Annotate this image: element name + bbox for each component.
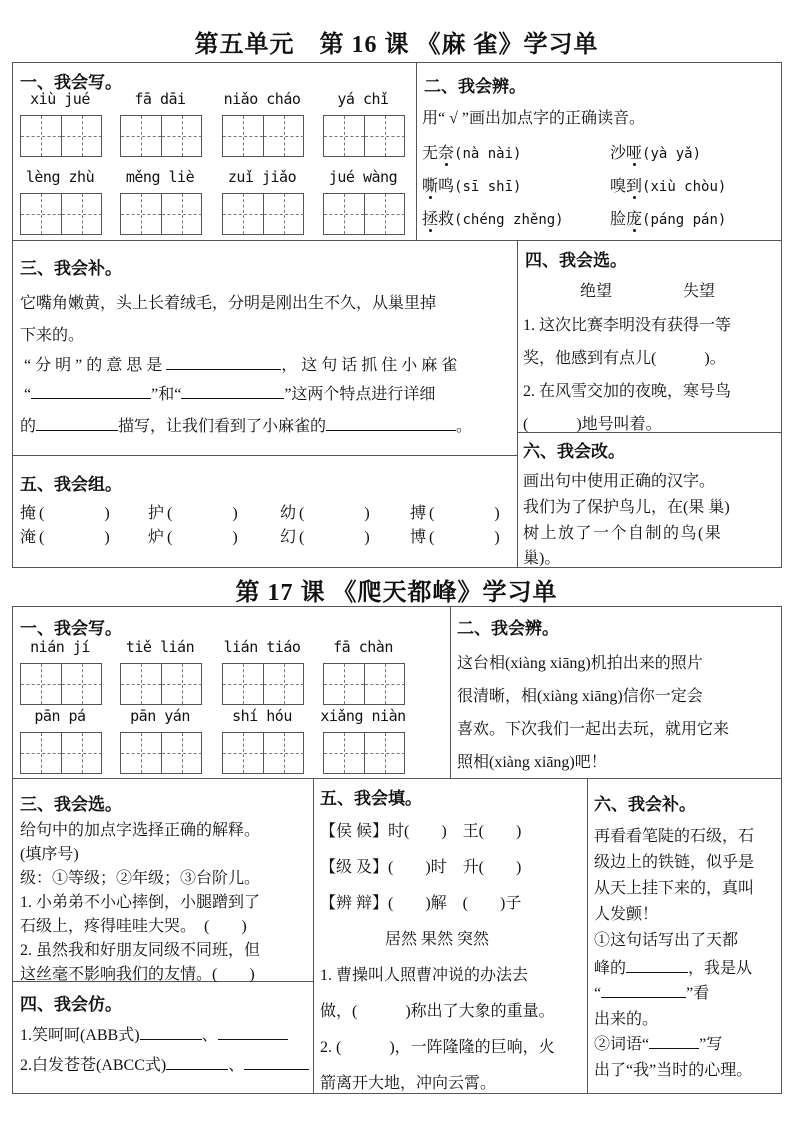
word-group-item[interactable]: 淹( ) [20, 529, 113, 546]
writing-grid[interactable] [222, 193, 304, 235]
fill-row[interactable]: 【侯 候】时( ) 王( ) [320, 823, 522, 840]
word-group-item[interactable]: 护( ) [148, 505, 241, 522]
word-group-item[interactable]: 炉( ) [148, 529, 241, 546]
question-line: ( )地号叫着。 [523, 416, 662, 433]
question-line [594, 980, 709, 1003]
text: 出了“我”当时的心理。 [594, 1062, 753, 1079]
text: ”这两个特点进行详细 [284, 386, 436, 403]
pinyin-options[interactable]: (nà nài) [454, 146, 522, 162]
instruction: 画出句中使用正确的汉字。 [523, 473, 716, 490]
divider [517, 240, 518, 567]
text: “ [24, 386, 32, 403]
passage-line: 这台相(xiàng xiāng)机拍出来的照片 [457, 655, 703, 672]
writing-grid[interactable] [120, 115, 202, 157]
question-line: (填序号) [20, 846, 79, 863]
pinyin-label: fā dāi [134, 90, 186, 108]
answer-blank[interactable] [166, 1055, 228, 1070]
grid-cell[interactable] [61, 664, 102, 704]
section-heading: 五、我会填。 [320, 789, 422, 808]
grid-cell[interactable] [364, 733, 405, 773]
word-group-item[interactable]: 掩( ) [20, 505, 113, 522]
pronunciation-item [610, 206, 726, 229]
text: 2.白发苍苍(ABCC式) [20, 1057, 167, 1074]
writing-grid[interactable] [323, 193, 405, 235]
section-heading: 三、我会补。 [20, 259, 122, 278]
grid-cell[interactable] [61, 116, 102, 156]
question-line [24, 381, 435, 404]
dotted-char: 鸣 [438, 178, 455, 195]
grid-cell[interactable] [263, 733, 304, 773]
grid-cell[interactable] [223, 116, 263, 156]
writing-grid[interactable] [222, 732, 304, 774]
pronunciation-item [610, 140, 701, 163]
passage-line: 照相(xiàng xiāng)吧！ [457, 754, 607, 771]
pinyin-label: yá chǐ [337, 90, 389, 108]
word-options: 居然 果然 突然 [385, 931, 490, 948]
pinyin-label: měng liè [125, 168, 195, 186]
text: ”写 [699, 1036, 723, 1053]
grid-cell[interactable] [121, 664, 161, 704]
question-line [20, 1052, 309, 1075]
grid-cell[interactable] [21, 664, 61, 704]
section-heading: 六、我会改。 [523, 442, 625, 461]
grid-cell[interactable] [161, 664, 202, 704]
passage-line: 从天上挂下来的，真叫 [594, 880, 755, 897]
divider [12, 455, 517, 456]
answer-blank[interactable] [626, 958, 688, 973]
word-group-item[interactable]: 幼( ) [280, 505, 373, 522]
divider [416, 62, 417, 240]
word-group-item[interactable]: 幻( ) [280, 529, 373, 546]
text: 。 [456, 418, 473, 435]
text: “ [594, 985, 602, 1002]
pinyin-label: tiě lián [125, 638, 195, 656]
grid-cell[interactable] [324, 116, 364, 156]
question-line [24, 352, 461, 375]
grid-cell[interactable] [61, 733, 102, 773]
answer-blank[interactable] [326, 416, 456, 431]
section-heading: 一、我会写。 [20, 73, 122, 92]
question-line: 1. 曹操叫人照曹冲说的办法去 [320, 967, 529, 984]
text: 、 [201, 1027, 218, 1044]
sentence-line: 树上放了一个自制的鸟(果 [523, 525, 723, 542]
grid-cell[interactable] [324, 733, 364, 773]
text: 、 [228, 1057, 245, 1074]
question-line: 这丝毫不影响我们的友情。( ) [20, 966, 255, 983]
sentence-line: 巢)。 [523, 550, 561, 567]
text: 的 [20, 418, 37, 435]
question-line: 2. 虽然我和好朋友同级不同班，但 [20, 942, 261, 959]
text: 无 [422, 145, 439, 162]
divider [313, 778, 314, 1093]
word-option: 绝望 [580, 283, 613, 300]
divider [12, 240, 781, 241]
answer-blank[interactable] [36, 416, 118, 431]
grid-cell[interactable] [61, 194, 102, 234]
text: ”和“ [151, 386, 182, 403]
writing-grid[interactable] [222, 663, 304, 705]
sheet1-title: 第五单元 第 16 课 《麻 雀》学习单 [194, 32, 599, 58]
grid-cell[interactable] [223, 733, 263, 773]
question-line: 2. ( )，一阵隆隆的巨响，火 [320, 1039, 555, 1056]
grid-cell[interactable] [364, 194, 405, 234]
passage-line: 很清晰，相(xiàng xiāng)信你一定会 [457, 688, 703, 705]
sheet2-title: 第 17 课 《爬天都峰》学习单 [235, 580, 558, 606]
grid-cell[interactable] [161, 116, 202, 156]
grid-cell[interactable] [121, 194, 161, 234]
divider [587, 778, 588, 1093]
text: 沙 [610, 145, 627, 162]
grid-cell[interactable] [263, 116, 304, 156]
grid-cell[interactable] [21, 733, 61, 773]
instruction: 用“ √ ”画出加点字的正确读音。 [422, 110, 645, 127]
grid-cell[interactable] [364, 116, 405, 156]
question-line: 奖，他感到有点儿( )。 [523, 350, 726, 367]
pronunciation-item [422, 140, 521, 163]
answer-blank[interactable] [218, 1025, 288, 1040]
pinyin-label: lián tiáo [223, 638, 301, 656]
sentence-line: 我们为了保护鸟儿，在(果 巢) [523, 499, 730, 516]
pinyin-label: fā chàn [333, 638, 393, 656]
section-heading: 六、我会补。 [594, 795, 696, 814]
word-group-item[interactable]: 博( ) [410, 529, 503, 546]
text: 1.笑呵呵(ABB式) [20, 1027, 140, 1044]
writing-grid[interactable] [222, 115, 304, 157]
divider [12, 778, 781, 779]
pronunciation-item [610, 173, 726, 196]
pronunciation-item [422, 173, 521, 196]
section-heading: 三、我会选。 [20, 795, 122, 814]
writing-grid[interactable] [120, 732, 202, 774]
pinyin-label: pān pá [34, 707, 86, 725]
word-option: 失望 [683, 283, 716, 300]
question-line: 级：①等级；②年级；③台阶儿。 [20, 870, 261, 887]
grid-cell[interactable] [121, 116, 161, 156]
passage-line: 喜欢。下次我们一起出去玩，就用它来 [457, 721, 730, 738]
text: ”看 [686, 985, 710, 1002]
pinyin-label: xiù jué [30, 90, 90, 108]
fill-row[interactable]: 【辨 辩】( )解 ( )子 [320, 895, 522, 912]
dotted-char: 救 [438, 211, 455, 228]
grid-cell[interactable] [263, 664, 304, 704]
text: 描写，让我们看到了小麻雀的 [118, 418, 327, 435]
grid-cell[interactable] [121, 733, 161, 773]
grid-cell[interactable] [161, 194, 202, 234]
grid-cell[interactable] [223, 664, 263, 704]
question-line: 做，( )称出了大象的重量。 [320, 1003, 555, 1020]
dotted-char: 庞 [626, 211, 643, 228]
grid-cell[interactable] [21, 194, 61, 234]
passage-line: 再看看笔陡的石级，石 [594, 828, 755, 845]
grid-cell[interactable] [324, 194, 364, 234]
pinyin-label: jué wàng [328, 168, 398, 186]
text: 脸 [610, 211, 627, 228]
text: ②词语“ [594, 1036, 650, 1053]
question-line [20, 1022, 288, 1045]
writing-grid[interactable] [323, 732, 405, 774]
writing-grid[interactable] [323, 663, 405, 705]
text: 嘶 [422, 178, 439, 195]
passage-line: 级边上的铁链，似乎是 [594, 854, 755, 871]
section-heading: 四、我会仿。 [20, 995, 122, 1014]
section-heading: 二、我会辨。 [424, 77, 526, 96]
question-line: 2. 在风雪交加的夜晚，寒号鸟 [523, 383, 732, 400]
section-heading: 五、我会组。 [20, 475, 122, 494]
grid-cell[interactable] [263, 194, 304, 234]
word-group-item[interactable]: 搏( ) [410, 505, 503, 522]
writing-grid[interactable] [120, 193, 202, 235]
pinyin-label: zuǐ jiǎo [227, 168, 297, 186]
pinyin-label: xiǎng niàn [320, 707, 406, 725]
section-heading: 二、我会辨。 [457, 619, 559, 638]
answer-blank[interactable] [649, 1034, 699, 1049]
passage-line: 人发颤！ [594, 906, 659, 923]
writing-grid[interactable] [20, 663, 102, 705]
writing-grid[interactable] [20, 193, 102, 235]
question-line [594, 1031, 722, 1054]
answer-blank[interactable] [31, 384, 151, 399]
answer-blank[interactable] [601, 983, 686, 998]
writing-grid[interactable] [20, 115, 102, 157]
dotted-char: 奈 [438, 145, 455, 162]
question-line: 石级上，疼得哇哇大哭。 ( ) [20, 918, 247, 935]
question-line: 给句中的加点字选择正确的解释。 [20, 822, 261, 839]
pinyin-options[interactable]: (yà yǎ) [642, 146, 702, 162]
text: 嗅 [610, 178, 627, 195]
pinyin-label: niǎo cháo [223, 90, 301, 108]
pronunciation-item [422, 206, 564, 229]
passage-line: 下来的。 [20, 327, 85, 344]
pinyin-options[interactable]: (sī shī) [454, 179, 522, 195]
writing-grid[interactable] [120, 663, 202, 705]
text: ，我是从 [688, 960, 753, 977]
answer-blank[interactable] [181, 384, 284, 399]
answer-blank[interactable] [140, 1025, 202, 1040]
dotted-char: 到 [626, 178, 643, 195]
answer-blank[interactable] [166, 355, 281, 370]
fill-row[interactable]: 【级 及】( )时 升( ) [320, 859, 522, 876]
passage-line: 它嘴角嫩黄，头上长着绒毛，分明是刚出生不久，从巢里掉 [20, 295, 437, 312]
question-line [594, 955, 752, 978]
text: ，这句话抓住小麻雀 [281, 357, 462, 374]
divider [450, 606, 451, 778]
question-line: 1. 这次比赛李明没有获得一等 [523, 317, 732, 334]
writing-grid[interactable] [323, 115, 405, 157]
grid-cell[interactable] [324, 664, 364, 704]
section-heading: 一、我会写。 [20, 619, 122, 638]
grid-cell[interactable] [364, 664, 405, 704]
question-line: 箭离开大地，冲向云霄。 [320, 1075, 497, 1092]
dotted-char: 哑 [626, 145, 643, 162]
pinyin-label: shí hóu [232, 707, 292, 725]
text: 出来的。 [594, 1011, 659, 1028]
section-heading: 四、我会选。 [525, 251, 627, 270]
pinyin-label: lèng zhù [25, 168, 95, 186]
text: 峰的 [594, 960, 627, 977]
pinyin-label: pān yán [130, 707, 190, 725]
grid-cell[interactable] [161, 733, 202, 773]
text: “分明”的意思是 [24, 357, 167, 374]
passage-line: ①这句话写出了天都 [594, 932, 739, 949]
pinyin-label: nián jí [30, 638, 90, 656]
question-line [20, 413, 472, 436]
pinyin-options[interactable]: (páng pán) [642, 212, 727, 228]
grid-cell[interactable] [21, 116, 61, 156]
text: 拯 [422, 211, 439, 228]
answer-blank[interactable] [244, 1055, 309, 1070]
grid-cell[interactable] [223, 194, 263, 234]
pinyin-options[interactable]: (xiù chòu) [642, 179, 727, 195]
writing-grid[interactable] [20, 732, 102, 774]
pinyin-options[interactable]: (chéng zhěng) [454, 212, 564, 228]
question-line: 1. 小弟弟不小心摔倒，小腿蹭到了 [20, 894, 261, 911]
